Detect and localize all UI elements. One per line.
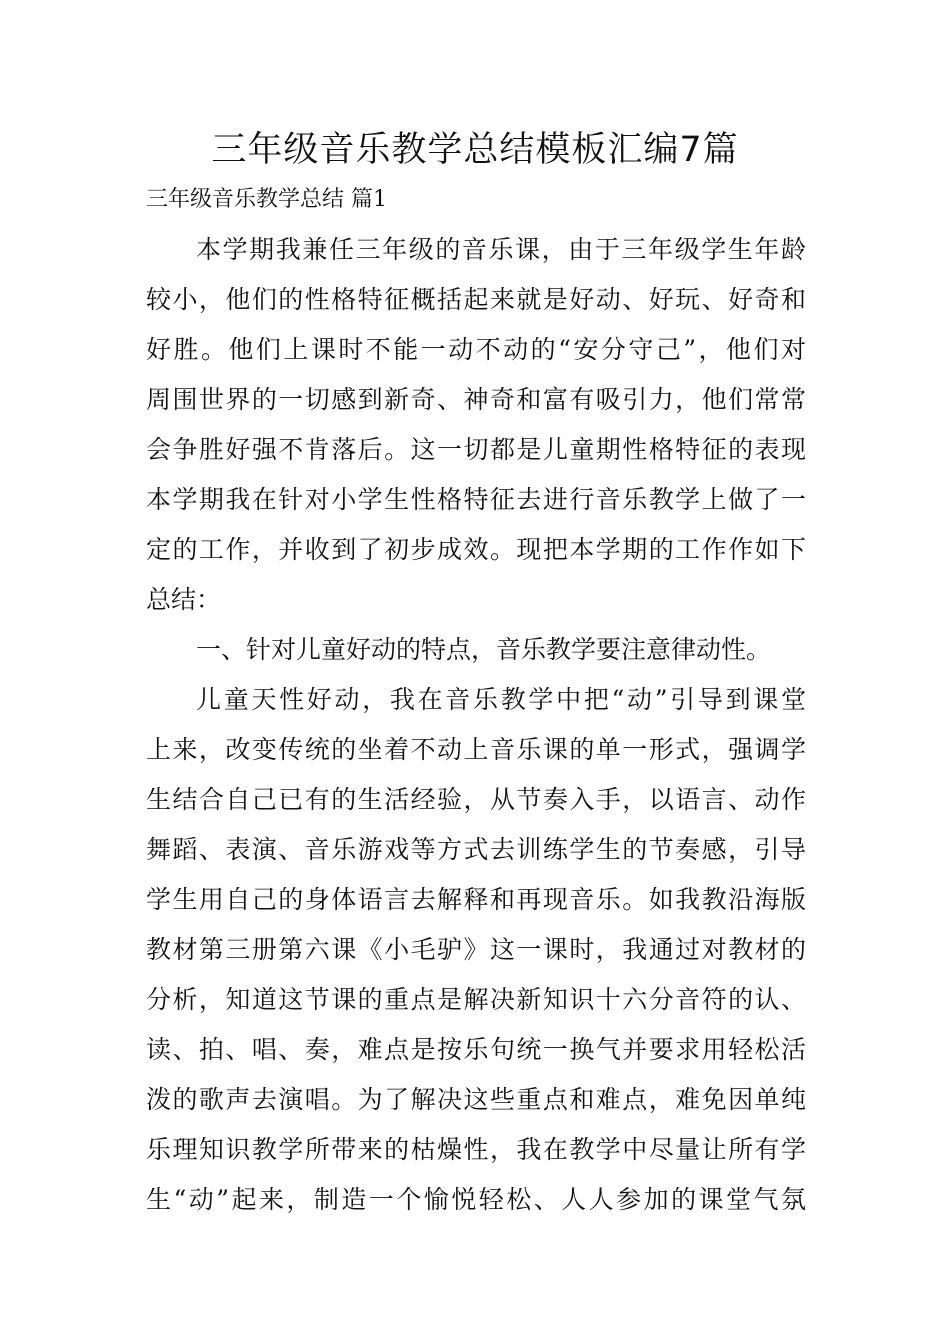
paragraph-line: 教材第三册第六课《小毛驴》这一课时，我通过对教材的 — [146, 935, 806, 964]
paragraph-line: 好胜。他们上课时不能一动不动的“安分守己”，他们对 — [146, 335, 806, 364]
paragraph-line: 定的工作，并收到了初步成效。现把本学期的工作作如下 — [146, 535, 806, 564]
paragraph-line: 上来，改变传统的坐着不动上音乐课的单一形式，强调学 — [146, 735, 806, 764]
paragraph-line: 本学期我兼任三年级的音乐课，由于三年级学生年龄 — [196, 235, 806, 264]
paragraph-line: 本学期我在针对小学生性格特征去进行音乐教学上做了一 — [146, 485, 806, 514]
paragraph-line: 乐理知识教学所带来的枯燥性，我在教学中尽量让所有学 — [146, 1135, 806, 1164]
paragraph-line: 较小，他们的性格特征概括起来就是好动、好玩、好奇和 — [146, 285, 806, 314]
paragraph-line: 学生用自己的身体语言去解释和再现音乐。如我教沿海版 — [146, 885, 806, 914]
section-heading: 三年级音乐教学总结 篇1 — [146, 187, 387, 212]
paragraph-line: 生结合自己已有的生活经验，从节奏入手，以语言、动作 — [146, 785, 806, 814]
paragraph-line: 儿童天性好动，我在音乐教学中把“动”引导到课堂 — [196, 685, 806, 714]
paragraph-line: 分析，知道这节课的重点是解决新知识十六分音符的认、 — [146, 985, 806, 1014]
paragraph-line: 泼的歌声去演唱。为了解决这些重点和难点，难免因单纯 — [146, 1085, 806, 1114]
paragraph-line: 总结： — [146, 585, 222, 614]
paragraph-line: 舞蹈、表演、音乐游戏等方式去训练学生的节奏感，引导 — [146, 835, 806, 864]
paragraph-line: 周围世界的一切感到新奇、神奇和富有吸引力，他们常常 — [146, 385, 806, 414]
paragraph-line: 读、拍、唱、奏，难点是按乐句统一换气并要求用轻松活 — [146, 1035, 806, 1064]
paragraph-line: 会争胜好强不肯落后。这一切都是儿童期性格特征的表现 — [146, 435, 806, 464]
section-point-heading: 一、针对儿童好动的特点，音乐教学要注意律动性。 — [196, 635, 772, 664]
document-title: 三年级音乐教学总结模板汇编7篇 — [211, 130, 739, 170]
paragraph-line: 生“动”起来，制造一个愉悦轻松、人人参加的课堂气氛 — [146, 1185, 806, 1214]
